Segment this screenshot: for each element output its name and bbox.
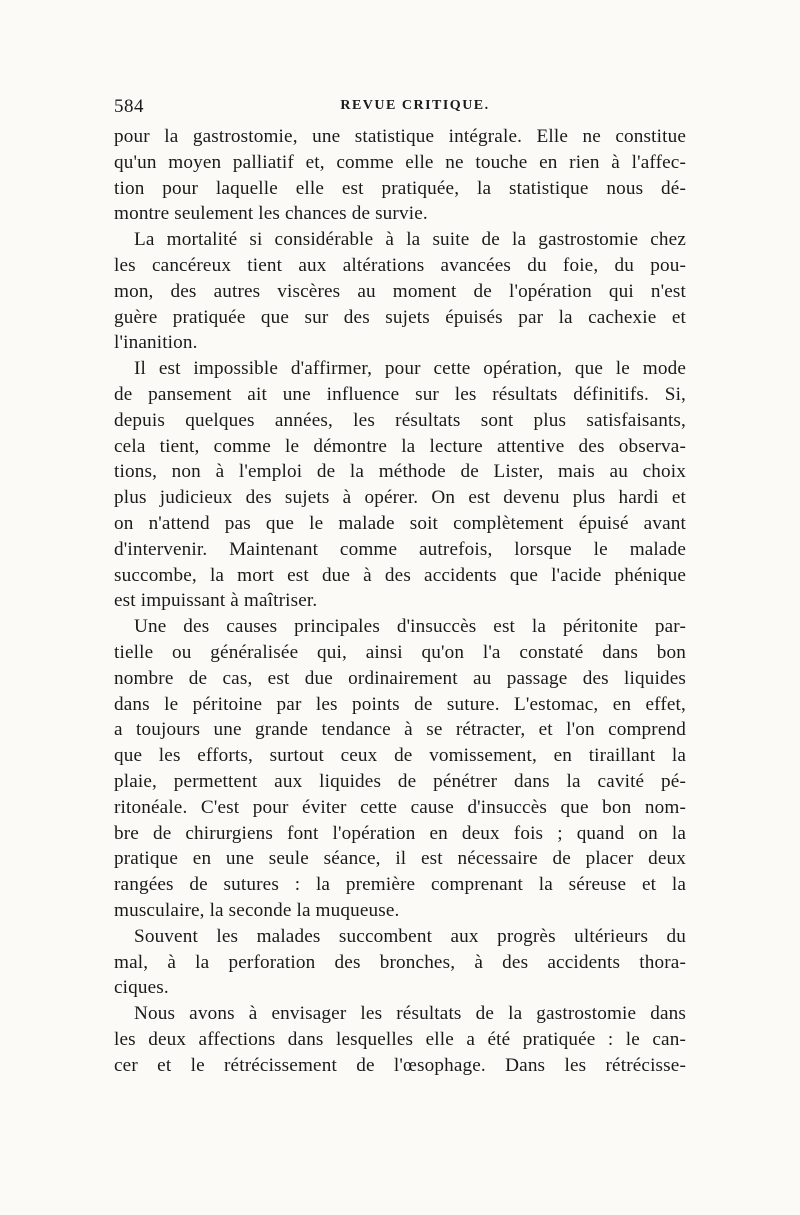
text-line: que les efforts, surtout ceux de vomissement, en tiraillant la — [114, 745, 686, 767]
text-line: Il est impossible d'affirmer, pour cette opération, que le mode — [134, 358, 686, 380]
text-line: succombe, la mort est due à des accidents que l'acide phénique — [114, 564, 686, 586]
text-line: qu'un moyen palliatif et, comme elle ne touche en rien à l'affec- — [114, 151, 686, 173]
text-line: dans le péritoine par les points de suture. L'estomac, en effet, — [114, 693, 686, 715]
text-line: mal, à la perforation des bronches, à des accidents thora- — [114, 951, 686, 973]
text-line: mon, des autres viscères au moment de l'opération qui n'est — [114, 280, 686, 302]
running-title: REVUE CRITIQUE. — [340, 98, 490, 113]
text-line: les deux affections dans lesquelles elle a été pratiquée : le can- — [114, 1028, 686, 1050]
text-line: La mortalité si considérable à la suite de la gastrostomie chez — [134, 229, 686, 251]
text-line: plus judicieux des sujets à opérer. On est devenu plus hardi et — [114, 487, 686, 509]
text-line: nombre de cas, est due ordinairement au passage des liquides — [114, 667, 686, 689]
text-line: ciques. — [114, 977, 169, 999]
text-line: l'inanition. — [114, 332, 198, 354]
text-line: depuis quelques années, les résultats sont plus satisfaisants, — [114, 409, 686, 431]
text-line: Souvent les malades succombent aux progrès ultérieurs du — [134, 925, 686, 947]
text-line: bre de chirurgiens font l'opération en deux fois ; quand on la — [114, 822, 686, 844]
text-line: cer et le rétrécissement de l'œsophage. Dans les rétrécisse- — [114, 1054, 686, 1076]
text-line: d'intervenir. Maintenant comme autrefois, lorsque le malade — [114, 538, 686, 560]
text-line: a toujours une grande tendance à se rétracter, et l'on comprend — [114, 719, 686, 741]
text-line: pratique en une seule séance, il est nécessaire de placer deux — [114, 848, 686, 870]
text-line: rangées de sutures : la première comprenant la séreuse et la — [114, 874, 686, 896]
text-line: tielle ou généralisée qui, ainsi qu'on l'a constaté dans bon — [114, 641, 686, 663]
page-number: 584 — [114, 96, 144, 117]
text-line: guère pratiquée que sur des sujets épuisés par la cachexie et — [114, 306, 686, 328]
text-line: de pansement ait une influence sur les résultats définitifs. Si, — [114, 383, 686, 405]
text-line: plaie, permettent aux liquides de pénétrer dans la cavité pé- — [114, 770, 686, 792]
page-header — [114, 96, 686, 122]
text-line: montre seulement les chances de survie. — [114, 203, 428, 225]
text-line: Nous avons à envisager les résultats de la gastrostomie dans — [134, 1003, 686, 1025]
text-line: ritonéale. C'est pour éviter cette cause d'insuccès que bon nom- — [114, 796, 686, 818]
text-line: tions, non à l'emploi de la méthode de Lister, mais au choix — [114, 461, 686, 483]
text-line: pour la gastrostomie, une statistique intégrale. Elle ne constitue — [114, 126, 686, 147]
text-line: on n'attend pas que le malade soit complètement épuisé avant — [114, 512, 686, 534]
body-text — [114, 124, 686, 1078]
text-line: les cancéreux tient aux altérations avancées du foie, du pou- — [114, 254, 686, 276]
text-line: musculaire, la seconde la muqueuse. — [114, 899, 400, 921]
text-line: est impuissant à maîtriser. — [114, 590, 318, 612]
text-line: Une des causes principales d'insuccès est la péritonite par- — [134, 616, 686, 638]
text-line: tion pour laquelle elle est pratiquée, la statistique nous dé- — [114, 177, 686, 199]
text-line: cela tient, comme le démontre la lecture attentive des observa- — [114, 435, 686, 457]
